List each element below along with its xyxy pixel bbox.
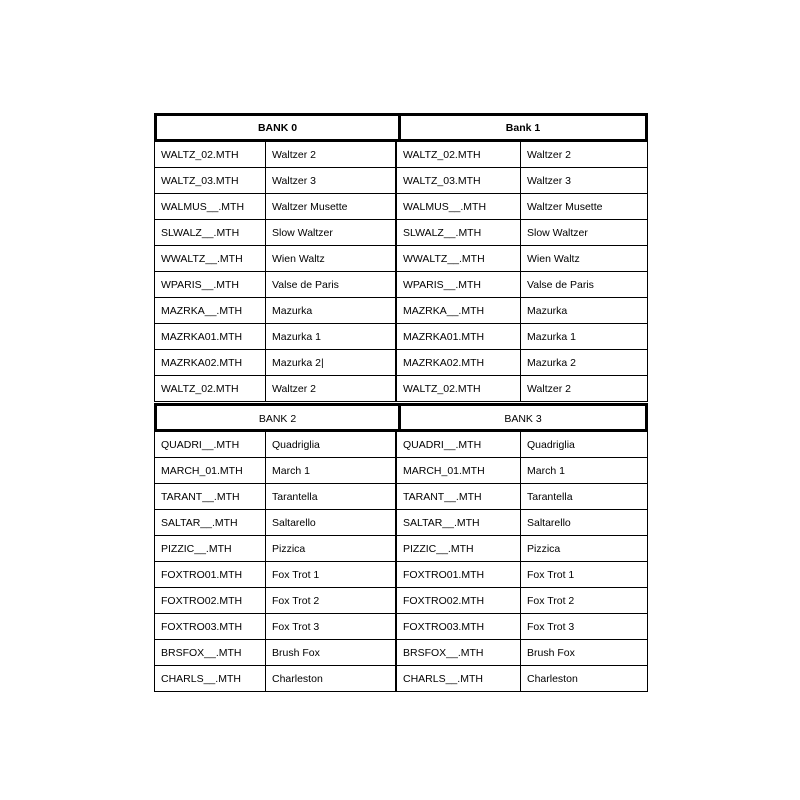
- left-file-cell: MAZRKA__.MTH: [155, 298, 266, 323]
- right-file-cell: SALTAR__.MTH: [397, 510, 521, 535]
- right-file-cell: MAZRKA__.MTH: [397, 298, 521, 323]
- table-row: [155, 536, 647, 562]
- table-row: [155, 432, 647, 458]
- right-file-cell: MAZRKA01.MTH: [397, 324, 521, 349]
- left-style-cell: Charleston: [266, 666, 397, 691]
- left-file-cell: WWALTZ__.MTH: [155, 246, 266, 271]
- left-file-cell: MARCH_01.MTH: [155, 458, 266, 483]
- table-row: [155, 272, 647, 298]
- bank-table: [154, 113, 648, 693]
- right-file-cell: WALTZ_02.MTH: [397, 376, 521, 401]
- table-row: [155, 246, 647, 272]
- right-style-cell: Quadriglia: [527, 438, 575, 451]
- left-file-cell: SALTAR__.MTH: [155, 510, 266, 535]
- bank-rows: [154, 142, 648, 402]
- right-file-cell: WPARIS__.MTH: [397, 272, 521, 297]
- left-file-cell: WALTZ_03.MTH: [155, 168, 266, 193]
- right-style-cell: Fox Trot 3: [527, 620, 575, 633]
- right-style-cell: Waltzer 2: [527, 382, 571, 395]
- left-style-cell: Fox Trot 1: [266, 562, 397, 587]
- bank-3-title: BANK 3: [504, 412, 542, 425]
- bank-rows: [154, 432, 648, 692]
- right-file-cell: WALMUS__.MTH: [397, 194, 521, 219]
- left-style-cell: Tarantella: [266, 484, 397, 509]
- bank-1-title: Bank 1: [505, 121, 541, 134]
- right-style-cell: Waltzer 3: [527, 174, 571, 187]
- left-style-cell: Waltzer Musette: [266, 194, 397, 219]
- right-file-cell: FOXTRO03.MTH: [397, 614, 521, 639]
- left-file-cell: MAZRKA02.MTH: [155, 350, 266, 375]
- left-style-cell: Quadriglia: [266, 432, 397, 457]
- left-style-cell: Brush Fox: [266, 640, 397, 665]
- left-file-cell: CHARLS__.MTH: [155, 666, 266, 691]
- table-row: [155, 194, 647, 220]
- left-style-cell: Mazurka: [266, 298, 397, 323]
- right-style-cell: Waltzer Musette: [527, 200, 603, 213]
- bank-2-title: BANK 2: [157, 406, 401, 429]
- table-row: [155, 640, 647, 666]
- left-file-cell: FOXTRO03.MTH: [155, 614, 266, 639]
- table-row: [155, 562, 647, 588]
- table-row: [155, 298, 647, 324]
- left-file-cell: WALMUS__.MTH: [155, 194, 266, 219]
- right-file-cell: MAZRKA02.MTH: [397, 350, 521, 375]
- right-file-cell: FOXTRO01.MTH: [397, 562, 521, 587]
- right-file-cell: MARCH_01.MTH: [397, 458, 521, 483]
- left-style-cell: Pizzica: [266, 536, 397, 561]
- right-file-cell: TARANT__.MTH: [397, 484, 521, 509]
- right-style-cell: Slow Waltzer: [527, 226, 588, 239]
- right-file-cell: BRSFOX__.MTH: [397, 640, 521, 665]
- table-row: [155, 350, 647, 376]
- bank-header-row: [154, 113, 648, 142]
- table-row: [155, 324, 647, 350]
- right-style-cell: Wien Waltz: [527, 252, 580, 265]
- left-style-cell: Saltarello: [266, 510, 397, 535]
- left-style-cell: Wien Waltz: [266, 246, 397, 271]
- table-row: [155, 168, 647, 194]
- right-file-cell: QUADRI__.MTH: [397, 432, 521, 457]
- right-file-cell: WWALTZ__.MTH: [397, 246, 521, 271]
- right-style-cell: Valse de Paris: [527, 278, 594, 291]
- left-file-cell: BRSFOX__.MTH: [155, 640, 266, 665]
- right-style-cell: Tarantella: [527, 490, 573, 503]
- left-file-cell: FOXTRO02.MTH: [155, 588, 266, 613]
- left-file-cell: QUADRI__.MTH: [155, 432, 266, 457]
- bank-section-0-1: [154, 113, 648, 403]
- left-file-cell: MAZRKA01.MTH: [155, 324, 266, 349]
- left-file-cell: SLWALZ__.MTH: [155, 220, 266, 245]
- table-row: [155, 510, 647, 536]
- right-style-cell: Mazurka 2: [527, 356, 577, 369]
- left-style-cell: Mazurka 1: [266, 324, 397, 349]
- right-style-cell: Pizzica: [527, 542, 561, 555]
- table-row: [155, 142, 647, 168]
- table-row: [155, 220, 647, 246]
- right-style-cell: Mazurka: [527, 304, 568, 317]
- right-file-cell: FOXTRO02.MTH: [397, 588, 521, 613]
- right-file-cell: SLWALZ__.MTH: [397, 220, 521, 245]
- right-style-cell: Saltarello: [527, 516, 571, 529]
- table-row: [155, 614, 647, 640]
- left-file-cell: WALTZ_02.MTH: [155, 376, 266, 401]
- left-file-cell: WPARIS__.MTH: [155, 272, 266, 297]
- left-style-cell: Waltzer 2: [266, 142, 397, 167]
- right-style-cell: Waltzer 2: [527, 148, 571, 161]
- right-style-cell: Mazurka 1: [527, 330, 577, 343]
- left-file-cell: TARANT__.MTH: [155, 484, 266, 509]
- right-file-cell: CHARLS__.MTH: [397, 666, 521, 691]
- bank-0-title: BANK 0: [157, 116, 401, 139]
- right-style-cell: Charleston: [527, 672, 578, 685]
- left-style-cell: Mazurka 2|: [266, 350, 397, 375]
- bank-section-2-3: [154, 403, 648, 693]
- table-row: [155, 588, 647, 614]
- right-file-cell: WALTZ_03.MTH: [397, 168, 521, 193]
- left-style-cell: Waltzer 2: [266, 376, 397, 401]
- left-style-cell: Valse de Paris: [266, 272, 397, 297]
- left-file-cell: WALTZ_02.MTH: [155, 142, 266, 167]
- table-row: [155, 376, 647, 402]
- right-style-cell: Fox Trot 1: [527, 568, 575, 581]
- bank-header-row: [154, 403, 648, 432]
- right-style-cell: Fox Trot 2: [527, 594, 575, 607]
- left-file-cell: PIZZIC__.MTH: [155, 536, 266, 561]
- left-style-cell: Fox Trot 3: [266, 614, 397, 639]
- left-style-cell: March 1: [266, 458, 397, 483]
- left-style-cell: Slow Waltzer: [266, 220, 397, 245]
- left-style-cell: Fox Trot 2: [266, 588, 397, 613]
- right-style-cell: Brush Fox: [527, 646, 575, 659]
- left-file-cell: FOXTRO01.MTH: [155, 562, 266, 587]
- table-row: [155, 458, 647, 484]
- left-style-cell: Waltzer 3: [266, 168, 397, 193]
- right-file-cell: PIZZIC__.MTH: [397, 536, 521, 561]
- table-row: [155, 666, 647, 692]
- table-row: [155, 484, 647, 510]
- right-file-cell: WALTZ_02.MTH: [397, 142, 521, 167]
- right-style-cell: March 1: [527, 464, 565, 477]
